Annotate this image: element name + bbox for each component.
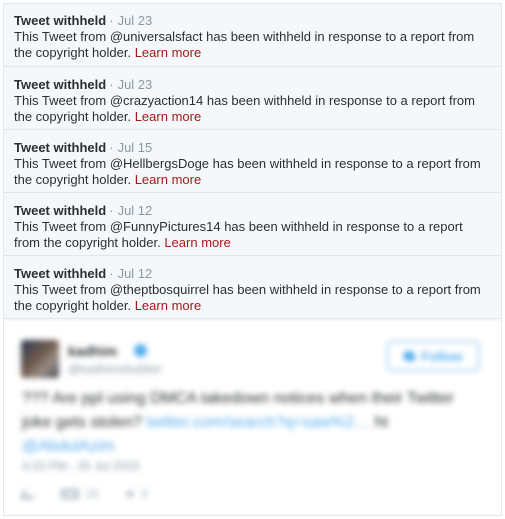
- withheld-header: [14, 140, 491, 156]
- author-handle[interactable]: @kadhimshubber: [68, 362, 163, 376]
- withheld-header: [14, 13, 491, 29]
- withheld-date[interactable]: Jul 12: [117, 203, 153, 218]
- separator-dot: ·: [109, 140, 114, 155]
- withheld-notices-list: [4, 4, 501, 319]
- withheld-title: Tweet withheld: [14, 266, 107, 281]
- withheld-text: This Tweet from @crazyaction14 has been withheld in response to a report from the copyright holder.: [14, 93, 475, 124]
- withheld-title: Tweet withheld: [14, 140, 107, 155]
- follow-label: Follow: [421, 348, 463, 364]
- tweet-actions: [22, 487, 148, 501]
- reply-icon: [20, 490, 36, 499]
- tweet-mention[interactable]: @AbdulAzim: [22, 438, 115, 455]
- withheld-date[interactable]: Jul 23: [117, 77, 153, 92]
- withheld-text: This Tweet from @FunnyPictures14 has been withheld in response to a report from the copyright holder.: [14, 219, 463, 250]
- withheld-header: [14, 203, 491, 219]
- withheld-date[interactable]: Jul 12: [117, 266, 153, 281]
- follow-button[interactable]: [387, 341, 479, 371]
- separator-dot: ·: [109, 77, 114, 92]
- retweet-icon: [61, 489, 79, 499]
- withheld-message: [14, 156, 491, 188]
- withheld-notice: [4, 130, 501, 193]
- withheld-header: [14, 266, 491, 282]
- withheld-notice: [4, 193, 501, 256]
- avatar[interactable]: [21, 340, 59, 378]
- withheld-message: [14, 93, 491, 125]
- tweet-link[interactable]: twitter.com/search?q=saw%2…: [146, 414, 371, 431]
- separator-dot: ·: [109, 266, 114, 281]
- withheld-message: [14, 219, 491, 251]
- learn-more-link[interactable]: Learn more: [134, 109, 202, 124]
- retweet-button[interactable]: [61, 487, 98, 501]
- withheld-message: [14, 282, 491, 314]
- learn-more-link[interactable]: Learn more: [164, 235, 231, 250]
- separator-dot: ·: [109, 203, 114, 218]
- withheld-notice: [4, 4, 501, 67]
- tweet-text-tail: ht: [374, 414, 388, 431]
- withheld-message: [14, 29, 491, 61]
- withheld-tweets-screenshot: [3, 3, 502, 516]
- withheld-date[interactable]: Jul 23: [117, 13, 153, 28]
- learn-more-link[interactable]: Learn more: [134, 298, 202, 313]
- tweet-text-main: ??? Are ppl using DMCA takedown notices when their Twitter joke gets stolen?: [22, 390, 454, 431]
- favorite-button[interactable]: [124, 487, 148, 501]
- withheld-notice: [4, 67, 501, 130]
- embedded-tweet-card: [4, 321, 501, 515]
- favorite-count: 8: [141, 487, 149, 501]
- withheld-header: [14, 77, 491, 93]
- withheld-text: This Tweet from @universalsfact has been withheld in response to a report from the copyright holder.: [14, 29, 475, 60]
- twitter-bird-icon: [403, 351, 415, 361]
- tweet-text: [22, 387, 482, 459]
- learn-more-link[interactable]: Learn more: [134, 172, 202, 187]
- verified-badge-icon: [134, 344, 147, 357]
- withheld-text: This Tweet from @HellbergsDoge has been withheld in response to a report from the copyright holder.: [14, 156, 481, 187]
- withheld-title: Tweet withheld: [14, 13, 107, 28]
- author-name[interactable]: kadhim: [68, 343, 118, 359]
- withheld-text: This Tweet from @theptbosquirrel has been withheld in response to a report from the copyright holder.: [14, 282, 481, 313]
- tweet-timestamp[interactable]: 4:23 PM - 25 Jul 2015: [22, 459, 140, 473]
- separator-dot: ·: [109, 13, 114, 28]
- withheld-date[interactable]: Jul 15: [117, 140, 153, 155]
- withheld-title: Tweet withheld: [14, 203, 107, 218]
- star-icon: [124, 489, 135, 500]
- learn-more-link[interactable]: Learn more: [134, 45, 202, 60]
- reply-button[interactable]: [22, 490, 35, 499]
- retweet-count: 28: [85, 487, 99, 501]
- withheld-title: Tweet withheld: [14, 77, 107, 92]
- withheld-notice: [4, 256, 501, 319]
